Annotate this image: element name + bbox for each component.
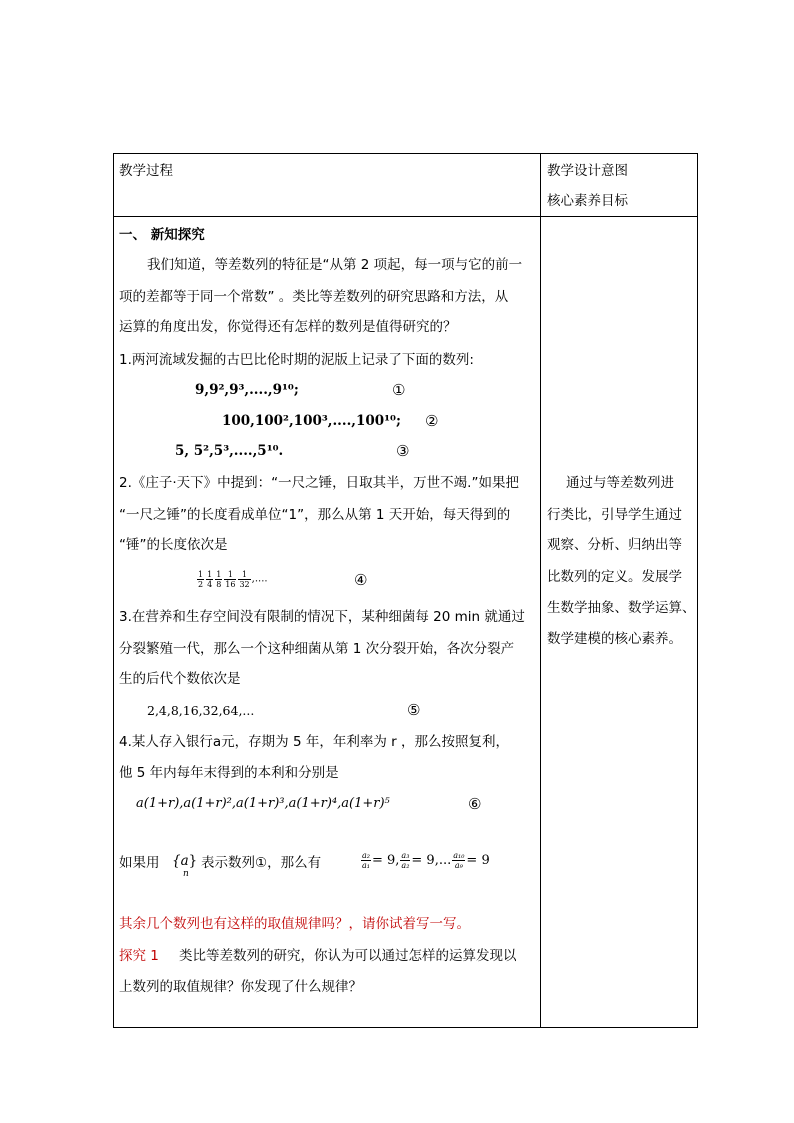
header-right-label-2: 核心素养目标 xyxy=(547,193,628,209)
sequence-3-marker: ③ xyxy=(396,442,410,460)
sequence-2-marker: ② xyxy=(425,412,439,430)
fraction: $\frac{1}{4}$ xyxy=(207,570,213,589)
header-right-label-1: 教学设计意图 xyxy=(547,163,628,179)
intro-line-2: 项的差都等于同一个常数” 。类比等差数列的研究思路和方法，从 xyxy=(119,289,509,305)
lesson-table xyxy=(113,153,698,1028)
ratio-suffix: 表示数列①，那么有 xyxy=(201,855,322,871)
fraction: $\frac{1}{32}$ xyxy=(239,570,250,589)
item2-line-3: “锤”的长度依次是 xyxy=(119,537,228,553)
header-left-label: 教学过程 xyxy=(119,163,173,179)
fraction-sequence xyxy=(196,568,268,591)
sequence-notation-subscript: n xyxy=(183,869,189,879)
table-row-divider xyxy=(114,216,697,217)
sequence-1: 9,9²,9³,....,9¹⁰; xyxy=(195,382,299,398)
table-column-divider xyxy=(540,154,541,1027)
ratio-fraction: $\frac{\text{a₂}}{\text{a₁}}$ xyxy=(362,851,370,870)
ratio-prefix: 如果用 xyxy=(119,855,160,871)
explore-label: 探究 1 xyxy=(119,948,159,964)
item3-line-1: 3.在营养和生存空间没有限制的情况下，某种细菌每 20 min 就通过 xyxy=(119,609,525,625)
fraction-ellipsis: ,.... xyxy=(251,573,268,585)
sequence-5-marker: ⑤ xyxy=(407,701,421,719)
ratio-fraction: $\frac{\text{a₃}}{\text{a₂}}$ xyxy=(401,851,410,870)
explore-line-2: 上数列的取值规律？你发现了什么规律？ xyxy=(119,979,362,995)
intro-line-3: 运算的角度出发，你觉得还有怎样的数列是值得研究的？ xyxy=(119,319,457,335)
fraction: $\frac{1}{2}$ xyxy=(198,570,204,589)
intro-line-1: 我们知道，等差数列的特征是“从第 2 项起，每一项与它的前一 xyxy=(147,257,523,273)
fraction: $\frac{1}{8}$ xyxy=(216,570,222,589)
ratio-formula: $\frac{\text{a₂}}{\text{a₁}}$ = 9, $\frac{\text{a₃}}{\text{a₂}}$ = 9,... $\frac{\text{a₁₀}}{\text{a₉}}$ = 9 xyxy=(362,851,490,870)
item3-line-3: 生的后代个数依次是 xyxy=(119,671,241,687)
item2-line-1: 2.《庄子·天下》中提到：“一尺之锤，日取其半，万世不竭.”如果把 xyxy=(119,475,519,491)
sequence-5: 2,4,8,16,32,64,... xyxy=(147,703,255,718)
design-intent-line-6: 数学建模的核心素养。 xyxy=(547,631,682,647)
item4-line-1: 4.某人存入银行a元，存期为 5 年，年利率为 r ，那么按照复利， xyxy=(119,734,509,750)
sequence-3: 5, 5²,5³,....,5¹⁰. xyxy=(175,443,284,459)
section-title: 一、 新知探究 xyxy=(119,227,205,243)
item3-line-2: 分裂繁殖一代，那么一个这种细菌从第 1 次分裂开始，各次分裂产 xyxy=(119,641,515,657)
design-intent-line-1: 通过与等差数列进 xyxy=(566,475,674,491)
design-intent-line-3: 观察、分析、归纳出等 xyxy=(547,537,682,553)
design-intent-line-4: 比数列的定义。发展学 xyxy=(547,569,682,585)
item2-line-2: “一尺之锤”的长度看成单位“1”，那么从第 1 天开始，每天得到的 xyxy=(119,507,511,523)
design-intent-line-5: 生数学抽象、数学运算、 xyxy=(547,600,696,616)
design-intent-line-2: 行类比，引导学生通过 xyxy=(547,507,682,523)
question-text: 其余几个数列也有这样的取值规律吗？，请你试着写一写。 xyxy=(119,916,470,932)
sequence-2: 100,100²,100³,....,100¹⁰; xyxy=(222,413,401,429)
item4-line-2: 他 5 年内每年末得到的本利和分别是 xyxy=(119,765,339,781)
sequence-4-marker: ④ xyxy=(354,571,368,589)
sequence-1-marker: ① xyxy=(392,381,406,399)
sequence-6-marker: ⑥ xyxy=(468,795,482,813)
sequence-6: a(1+r),a(1+r)²,a(1+r)³,a(1+r)⁴,a(1+r)⁵ xyxy=(136,796,390,811)
sequence-notation: {a} xyxy=(172,853,198,869)
explore-line-1: 类比等差数列的研究，你认为可以通过怎样的运算发现以 xyxy=(179,948,517,964)
ratio-fraction: $\frac{\text{a₁₀}}{\text{a₉}}$ xyxy=(453,851,465,870)
item1-text: 1.两河流域发掘的古巴比伦时期的泥版上记录了下面的数列: xyxy=(119,352,474,368)
fraction: $\frac{1}{16}$ xyxy=(225,570,236,589)
